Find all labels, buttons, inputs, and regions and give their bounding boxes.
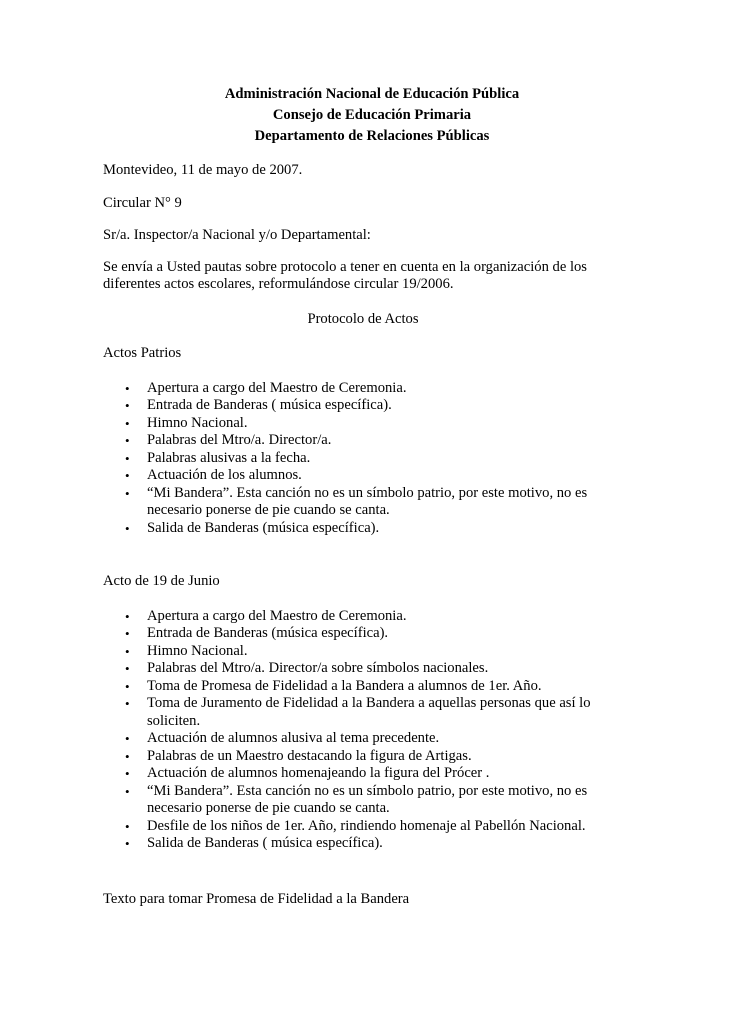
bullet-icon: •	[125, 415, 130, 431]
bullet-icon: •	[125, 608, 130, 624]
bullet-icon: •	[125, 468, 130, 483]
list-item-text: Entrada de Banderas (música específica).	[147, 625, 389, 641]
bullet-icon: •	[125, 748, 130, 764]
bullet-icon: •	[125, 678, 130, 694]
section-title-19-junio: Acto de 19 de Junio	[103, 573, 220, 589]
list-item	[103, 608, 623, 626]
intro-paragraph: Se envía a Usted pautas sobre protocolo a tener en cuenta en la organización de los diferentes actos escolares, reformulándose circular 19/2006.	[103, 258, 587, 292]
header-line-administration: Administración Nacional de Educación Pública	[224, 86, 520, 102]
list-item-text: Toma de Juramento de Fidelidad a la Bandera a aquellas personas que así lo soliciten.	[147, 695, 591, 729]
section-title-actos-patrios: Actos Patrios	[103, 345, 182, 361]
bullet-icon: •	[125, 696, 130, 711]
list-item-text: Toma de Promesa de Fidelidad a la Bandera a alumnos de 1er. Año.	[147, 677, 542, 694]
list-item	[103, 643, 623, 661]
document-page	[103, 84, 623, 908]
list-item	[103, 415, 623, 433]
bullet-icon: •	[125, 783, 130, 799]
list-item	[103, 730, 623, 748]
bullet-icon: •	[125, 433, 130, 448]
date-line: Montevideo, 11 de mayo de 2007.	[103, 162, 303, 178]
list-item	[103, 450, 623, 468]
document-header	[103, 84, 623, 147]
list-item-text: Palabras del Mtro/a. Director/a.	[147, 432, 332, 448]
list-item-text: Himno Nacional.	[147, 414, 248, 431]
bullet-icon: •	[125, 731, 130, 746]
list-item	[103, 695, 623, 730]
list-item-text: Apertura a cargo del Maestro de Ceremonia.	[147, 379, 407, 396]
list-item-text: Actuación de los alumnos.	[147, 467, 302, 483]
bullet-icon: •	[125, 520, 130, 536]
bullet-icon: •	[125, 818, 130, 834]
list-item	[103, 818, 623, 836]
protocol-title: Protocolo de Actos	[307, 310, 419, 327]
bullet-icon: •	[125, 766, 130, 781]
list-item-text: Desfile de los niños de 1er. Año, rindiendo homenaje al Pabellón Nacional.	[147, 817, 586, 834]
bullet-icon: •	[125, 661, 130, 676]
bullet-icon: •	[125, 485, 130, 501]
list-item-text: Actuación de alumnos alusiva al tema precedente.	[147, 730, 440, 746]
bullet-icon: •	[125, 643, 130, 659]
list-item-text: Entrada de Banderas ( música específica).	[147, 397, 392, 413]
list-item	[103, 835, 623, 853]
list-item	[103, 485, 623, 520]
list-item-text: Himno Nacional.	[147, 642, 248, 659]
list-item	[103, 765, 623, 783]
list-item-text: Palabras de un Maestro destacando la figura de Artigas.	[147, 747, 472, 764]
list-item	[103, 432, 623, 450]
bullet-icon: •	[125, 626, 130, 641]
circular-number: Circular N° 9	[103, 194, 182, 211]
acto-19-junio-list	[103, 608, 623, 853]
list-item-text: Actuación de alumnos homenajeando la figura del Prócer .	[147, 765, 490, 781]
section-title-promesa-texto: Texto para tomar Promesa de Fidelidad a la Bandera	[103, 890, 410, 907]
list-item-text: Palabras del Mtro/a. Director/a sobre símbolos nacionales.	[147, 660, 489, 676]
actos-patrios-list	[103, 380, 623, 538]
salutation: Sr/a. Inspector/a Nacional y/o Departamental:	[103, 227, 371, 243]
list-item-text: “Mi Bandera”. Esta canción no es un símbolo patrio, por este motivo, no es necesario ponerse de pie cuando se canta.	[147, 782, 588, 816]
list-item	[103, 625, 623, 643]
bullet-icon: •	[125, 380, 130, 396]
list-item-text: Salida de Banderas (música específica).	[147, 519, 380, 536]
list-item	[103, 380, 623, 398]
list-item-text: “Mi Bandera”. Esta canción no es un símbolo patrio, por este motivo, no es necesario ponerse de pie cuando se canta.	[147, 484, 588, 518]
list-item	[103, 748, 623, 766]
list-item	[103, 467, 623, 485]
list-item	[103, 520, 623, 538]
header-line-department: Departamento de Relaciones Públicas	[254, 128, 490, 144]
list-item	[103, 397, 623, 415]
list-item	[103, 678, 623, 696]
list-item	[103, 783, 623, 818]
list-item-text: Palabras alusivas a la fecha.	[147, 449, 311, 466]
list-item	[103, 660, 623, 678]
list-item-text: Salida de Banderas ( música específica).	[147, 835, 383, 851]
bullet-icon: •	[125, 398, 130, 413]
bullet-icon: •	[125, 836, 130, 851]
bullet-icon: •	[125, 450, 130, 466]
list-item-text: Apertura a cargo del Maestro de Ceremonia.	[147, 607, 407, 624]
header-line-council: Consejo de Educación Primaria	[272, 107, 472, 123]
